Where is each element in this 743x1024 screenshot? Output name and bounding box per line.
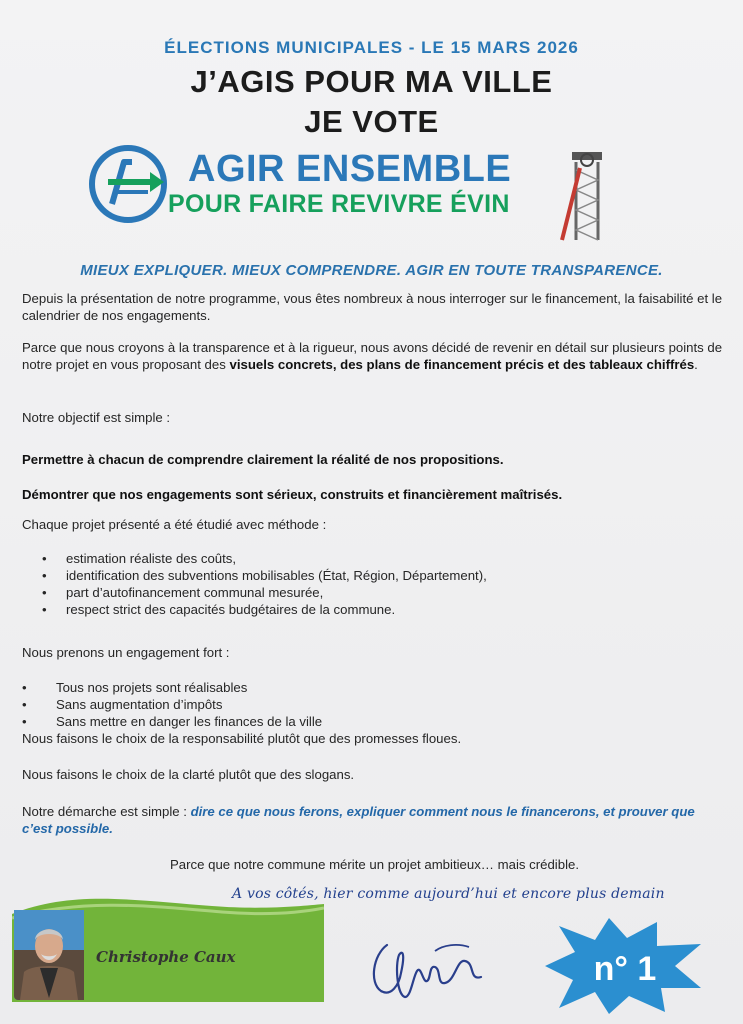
paragraph-approach-text: Notre démarche est simple : bbox=[22, 804, 191, 819]
paragraph-transparency-end: . bbox=[694, 357, 698, 372]
paragraph-approach-highlight: dire ce que nous ferons, expliquer comment nous le financerons, et prouver que c’est possible. bbox=[22, 804, 695, 836]
headline-line2: JE VOTE bbox=[304, 104, 439, 139]
list-item: • Sans mettre en danger les finances de la ville bbox=[56, 713, 726, 730]
paragraph-objective: Notre objectif est simple : bbox=[22, 410, 171, 425]
paragraph-transparency-text: Parce que nous croyons à la transparence et à la rigueur, nous avons décidé de revenir en détail sur plusieurs points de notre projet en vous proposant des bbox=[22, 340, 723, 372]
mine-headframe-icon bbox=[558, 150, 614, 242]
list-item: • Tous nos projets sont réalisables bbox=[56, 679, 726, 696]
commitment-list bbox=[56, 679, 726, 730]
paragraph-transparency-bold: visuels concrets, des plans de financement précis et des tableaux chiffrés bbox=[229, 357, 695, 372]
list-item: • Sans augmentation d’impôts bbox=[56, 696, 726, 713]
list-item: • part d’autofinancement communal mesurée, bbox=[66, 584, 726, 601]
list-item: • respect strict des capacités budgétaires de la commune. bbox=[66, 601, 726, 618]
candidate-name: Christophe Caux bbox=[96, 948, 236, 966]
paragraph-commitment: Nous prenons un engagement fort : bbox=[22, 645, 230, 660]
handwritten-note: A vos côtés, hier comme aujourd’hui et encore plus demain bbox=[232, 886, 665, 902]
paragraph-clarity: Nous faisons le choix de la clarté plutôt que des slogans. bbox=[22, 767, 355, 782]
brand-slogan: POUR FAIRE REVIVRE ÉVIN bbox=[168, 190, 510, 218]
badge-label: n° 1 bbox=[593, 950, 657, 988]
headline-line1: J’AGIS POUR MA VILLE bbox=[190, 64, 553, 99]
list-item: • estimation réaliste des coûts, bbox=[66, 550, 726, 567]
paragraph-responsibility: Nous faisons le choix de la responsabilité plutôt que des promesses floues. bbox=[22, 731, 462, 746]
paragraph-conclusion: Parce que notre commune mérite un projet ambitieux… mais crédible. bbox=[170, 857, 579, 872]
election-date: ÉLECTIONS MUNICIPALES - LE 15 MARS 2026 bbox=[164, 38, 579, 57]
objective-2: Démontrer que nos engagements sont sérieux, construits et financièrement maîtrisés. bbox=[22, 487, 563, 502]
list-item: • identification des subventions mobilisables (État, Région, Département), bbox=[66, 567, 726, 584]
brand-name: AGIR ENSEMBLE bbox=[188, 148, 512, 190]
paragraph-approach bbox=[22, 803, 727, 837]
paragraph-method: Chaque projet présenté a été étudié avec méthode : bbox=[22, 517, 327, 532]
number-one-badge bbox=[545, 918, 703, 1014]
tagline: MIEUX EXPLIQUER. MIEUX COMPRENDRE. AGIR EN TOUTE TRANSPARENCE. bbox=[80, 262, 663, 279]
arrow-logo-icon bbox=[86, 142, 170, 226]
paragraph-transparency bbox=[22, 339, 727, 373]
candidate-photo bbox=[14, 910, 84, 1000]
signature-image bbox=[365, 925, 495, 1005]
objective-1: Permettre à chacun de comprendre clairement la réalité de nos propositions. bbox=[22, 452, 504, 467]
paragraph-intro: Depuis la présentation de notre programme, vous êtes nombreux à nous interroger sur le financement, la faisabilité et le calendrier de nos engagements. bbox=[22, 291, 723, 323]
method-list bbox=[66, 550, 726, 618]
